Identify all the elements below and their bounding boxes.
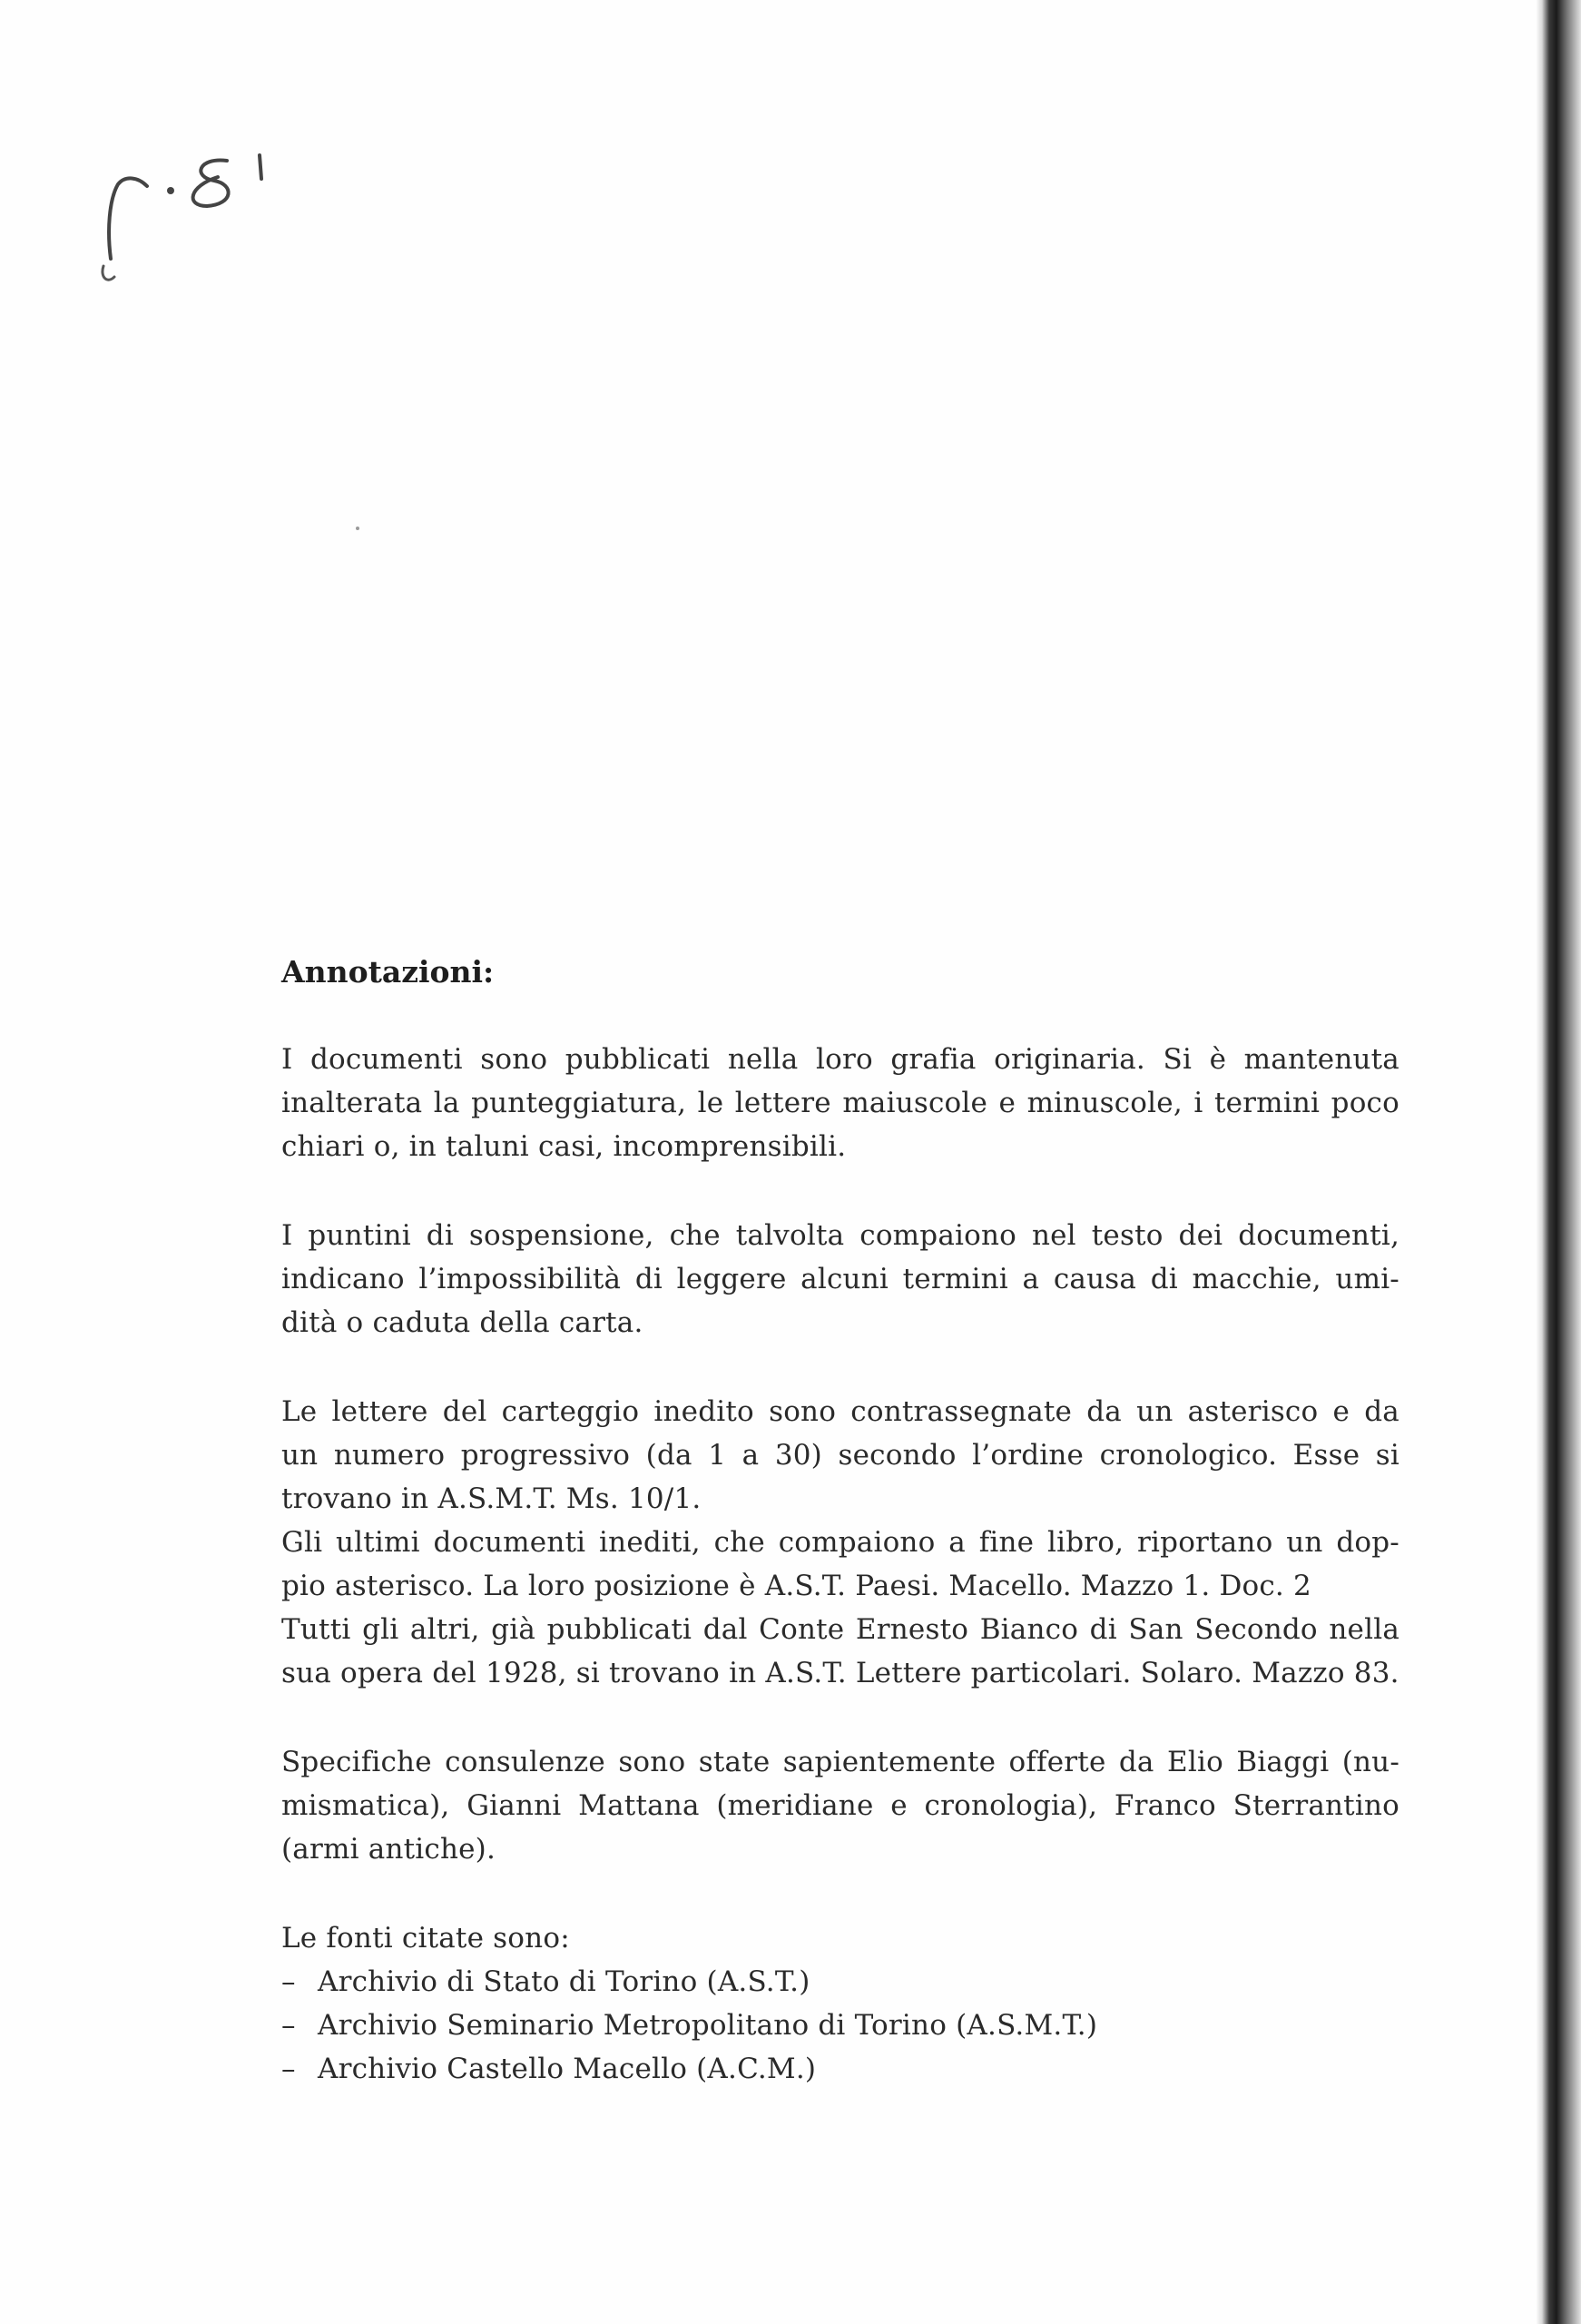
paragraph-line: chiari o, in taluni casi, incomprensibili.: [281, 1130, 847, 1163]
paragraph-consultants: [281, 1740, 1399, 1871]
paragraph-line: Le lettere del carteggio inedito sono contrassegnate da un asterisco e da: [281, 1395, 1399, 1428]
binding-shadow: [1537, 0, 1581, 2324]
source-item: [281, 2047, 1399, 2091]
paragraph-line: (armi antiche).: [281, 1833, 496, 1866]
source-item: [281, 2004, 1399, 2047]
sources-block: [281, 1916, 1399, 2091]
paragraph-letters: [281, 1390, 1399, 1695]
source-label: Archivio Castello Macello (A.C.M.): [318, 2053, 817, 2085]
paragraph-line: Tutti gli altri, già pubblicati dal Conte Ernesto Bianco di San Secondo nella: [281, 1613, 1399, 1646]
list-dash: –: [281, 2053, 296, 2085]
sources-intro: Le fonti citate sono:: [281, 1922, 570, 1955]
paragraph-line: dità o caduta della carta.: [281, 1306, 643, 1339]
source-label: Archivio di Stato di Torino (A.S.T.): [318, 1965, 810, 1998]
list-dash: –: [281, 1965, 296, 1998]
sources-list: [281, 1960, 1399, 2091]
paragraph-line: inalterata la punteggiatura, le lettere maiuscole e minuscole, i termini poco: [281, 1087, 1399, 1119]
section-heading: Annotazioni:: [281, 954, 495, 990]
paper-speck: [356, 527, 359, 530]
paragraph-line: I documenti sono pubblicati nella loro grafia originaria. Si è mantenuta: [281, 1043, 1399, 1076]
paragraph-line: sua opera del 1928, si trovano in A.S.T. Lettere particolari. Solaro. Mazzo 83.: [281, 1657, 1399, 1689]
source-item: [281, 1960, 1399, 2004]
paragraph-orthography: [281, 1038, 1399, 1168]
handwritten-page-mark: [91, 150, 300, 286]
paragraph-line: indicano l’impossibilità di leggere alcuni termini a causa di macchie, umi-: [281, 1263, 1399, 1295]
paragraph-line: pio asterisco. La loro posizione è A.S.T. Paesi. Macello. Mazzo 1. Doc. 2: [281, 1570, 1311, 1602]
annotations-section: [281, 953, 1399, 2091]
list-dash: –: [281, 2009, 296, 2042]
paragraph-ellipsis: [281, 1214, 1399, 1344]
paragraph-line: Specifiche consulenze sono state sapientemente offerte da Elio Biaggi (nu-: [281, 1746, 1399, 1778]
paragraph-line: I puntini di sospensione, che talvolta compaiono nel testo dei documenti,: [281, 1219, 1399, 1252]
paragraph-line: trovano in A.S.M.T. Ms. 10/1.: [281, 1482, 702, 1515]
paragraph-line: un numero progressivo (da 1 a 30) secondo l’ordine cronologico. Esse si: [281, 1439, 1399, 1472]
source-label: Archivio Seminario Metropolitano di Torino (A.S.M.T.): [318, 2009, 1098, 2042]
paragraph-line: mismatica), Gianni Mattana (meridiane e cronologia), Franco Sterrantino: [281, 1789, 1399, 1822]
paragraph-line: Gli ultimi documenti inediti, che compaiono a fine libro, riportano un dop-: [281, 1526, 1399, 1559]
